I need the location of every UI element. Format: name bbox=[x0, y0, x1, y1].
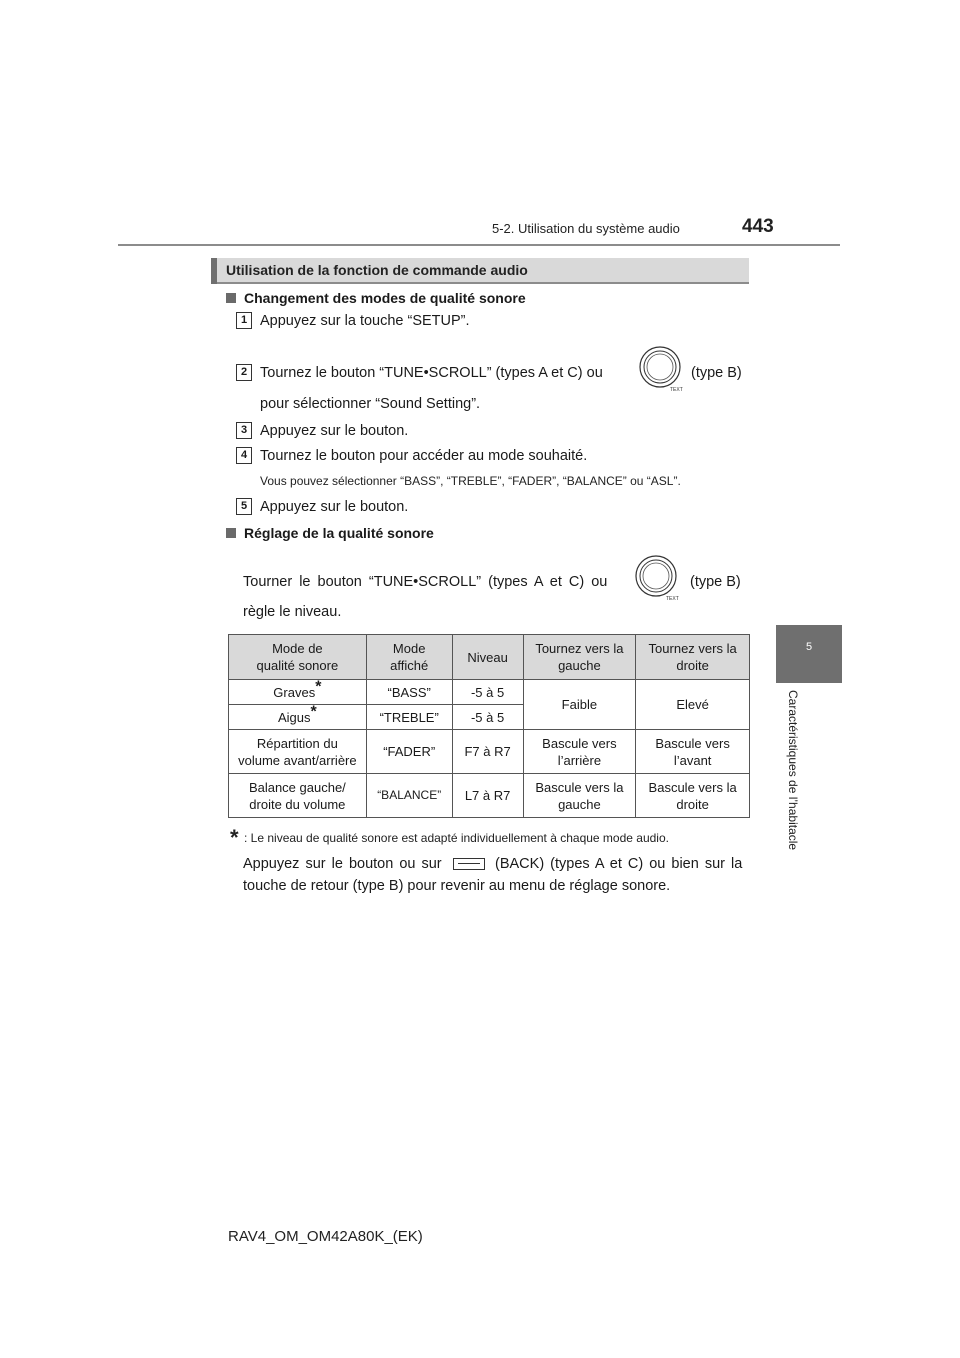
header-cell-right: Tournez vers la droite bbox=[636, 635, 750, 680]
cell-level: L7 à R7 bbox=[452, 774, 523, 818]
header-cell-level: Niveau bbox=[452, 635, 523, 680]
cell-mode: Balance gauche/ droite du volume bbox=[229, 774, 367, 818]
square-bullet-icon bbox=[226, 293, 236, 303]
back-button-icon bbox=[453, 858, 485, 870]
cell-mode: Répartition du volume avant/arrière bbox=[229, 730, 367, 774]
step-2-text-a: Tournez le bouton “TUNE•SCROLL” (types A et C) ou bbox=[260, 365, 603, 381]
step-number-2: 2 bbox=[236, 364, 252, 381]
step-5-text: Appuyez sur le bouton. bbox=[260, 499, 409, 515]
step-2-text-b: (type B) bbox=[691, 365, 742, 381]
header-cell-left: Tournez vers la gauche bbox=[523, 635, 636, 680]
page-number: 443 bbox=[742, 216, 774, 237]
document-code: RAV4_OM_OM42A80K_(EK) bbox=[228, 1228, 423, 1245]
chapter-title: Caractéristiques de l’habitacle bbox=[786, 690, 800, 851]
sound-settings-table bbox=[228, 634, 750, 818]
header-cell-display: Mode affiché bbox=[366, 635, 452, 680]
chapter-number: 5 bbox=[805, 641, 813, 653]
footnote-star-mark: * bbox=[315, 678, 322, 696]
step-number-5: 5 bbox=[236, 498, 252, 515]
chapter-tab bbox=[776, 625, 842, 683]
step-number-1: 1 bbox=[236, 312, 252, 329]
cell-level: F7 à R7 bbox=[452, 730, 523, 774]
subsection-heading-modes bbox=[226, 290, 526, 306]
chapter-title-vertical bbox=[786, 690, 806, 880]
cell-right: Bascule vers l’avant bbox=[636, 730, 750, 774]
step-2-text-c: pour sélectionner “Sound Setting”. bbox=[260, 396, 481, 412]
cell-display: “TREBLE” bbox=[366, 705, 452, 730]
section-title-bar bbox=[211, 258, 749, 284]
cell-display: “BALANCE” bbox=[366, 774, 452, 818]
subsection-title: Changement des modes de qualité sonore bbox=[244, 290, 526, 306]
cell-right: Elevé bbox=[636, 680, 750, 730]
table-row bbox=[229, 680, 750, 705]
footnote-star: * bbox=[230, 825, 239, 850]
step-1-text: Appuyez sur la touche “SETUP”. bbox=[260, 313, 470, 329]
square-bullet-icon bbox=[226, 528, 236, 538]
back-text-b: (BACK) (types A et C) ou bien sur la bbox=[495, 856, 743, 872]
table-header-row bbox=[229, 635, 750, 680]
header-cell-mode: Mode de qualité sonore bbox=[229, 635, 367, 680]
cell-level: -5 à 5 bbox=[452, 680, 523, 705]
table-row bbox=[229, 730, 750, 774]
tune-knob-icon bbox=[634, 555, 682, 601]
knob-text-label: TEXT bbox=[666, 596, 679, 601]
adjust-text-c: règle le niveau. bbox=[243, 604, 342, 620]
footnote-text: : Le niveau de qualité sonore est adapté individuellement à chaque mode audio. bbox=[244, 831, 669, 845]
running-header-section: 5-2. Utilisation du système audio bbox=[492, 221, 680, 236]
knob-text-label: TEXT bbox=[670, 387, 683, 392]
footnote-star-mark: * bbox=[310, 703, 317, 721]
cell-mode: Aigus* bbox=[229, 705, 367, 730]
header-rule bbox=[118, 244, 840, 246]
step-4-text: Tournez le bouton pour accéder au mode souhaité. bbox=[260, 448, 588, 464]
modes-note: Vous pouvez sélectionner “BASS”, “TREBLE”, “FADER”, “BALANCE” ou “ASL”. bbox=[260, 474, 681, 488]
tune-knob-icon bbox=[638, 346, 686, 392]
cell-left: Bascule vers l’arrière bbox=[523, 730, 636, 774]
step-3-text: Appuyez sur le bouton. bbox=[260, 423, 409, 439]
subsection-title: Réglage de la qualité sonore bbox=[244, 525, 434, 541]
adjust-text-a: Tourner le bouton “TUNE•SCROLL” (types A et C) ou bbox=[243, 574, 608, 590]
back-text-line2: touche de retour (type B) pour revenir au menu de réglage sonore. bbox=[243, 878, 671, 894]
step-number-4: 4 bbox=[236, 447, 252, 464]
adjust-text-b: (type B) bbox=[690, 574, 741, 590]
cell-right: Bascule vers la droite bbox=[636, 774, 750, 818]
table-row bbox=[229, 774, 750, 818]
cell-mode: Graves* bbox=[229, 680, 367, 705]
back-text-a: Appuyez sur le bouton ou sur bbox=[243, 856, 442, 872]
cell-level: -5 à 5 bbox=[452, 705, 523, 730]
step-number-3: 3 bbox=[236, 422, 252, 439]
cell-display: “FADER” bbox=[366, 730, 452, 774]
cell-display: “BASS” bbox=[366, 680, 452, 705]
section-title: Utilisation de la fonction de commande audio bbox=[226, 262, 528, 278]
subsection-heading-adjust bbox=[226, 525, 434, 541]
cell-left: Bascule vers la gauche bbox=[523, 774, 636, 818]
cell-left: Faible bbox=[523, 680, 636, 730]
